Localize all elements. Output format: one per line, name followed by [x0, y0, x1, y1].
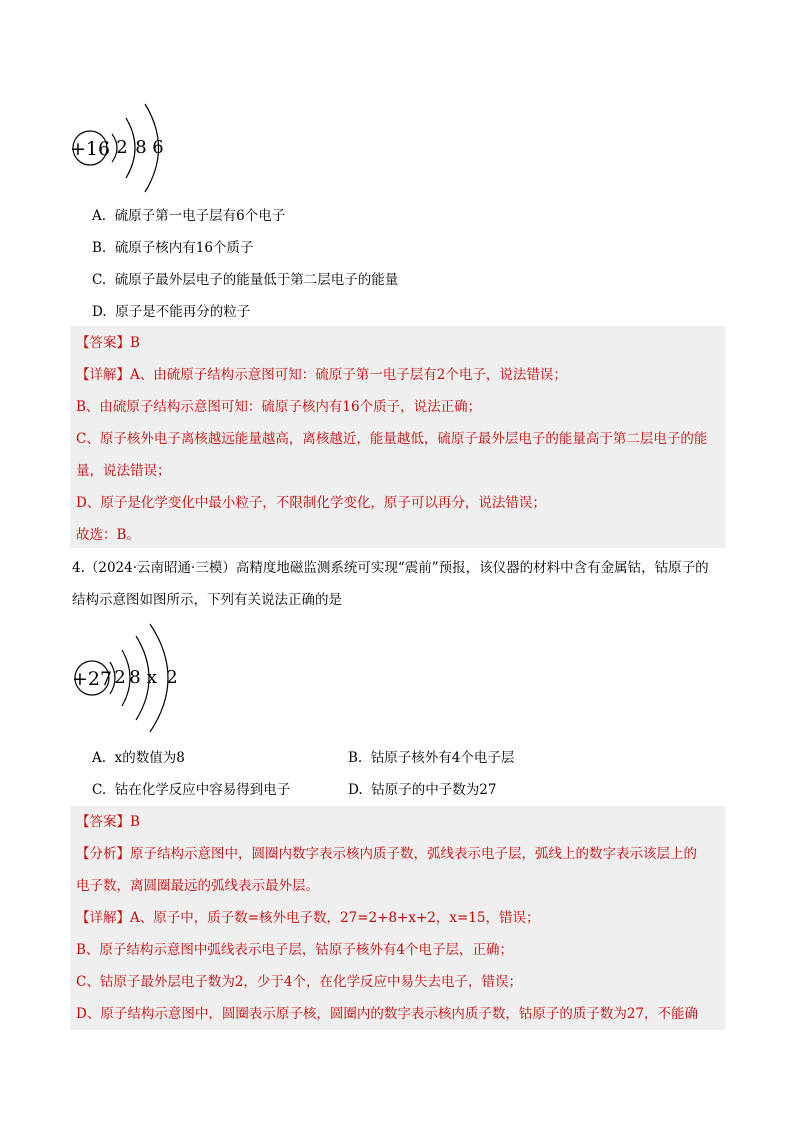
q3-detail-line-2: B、由硫原子结构示意图可知：硫原子核内有16个质子，说法正确；	[76, 399, 482, 415]
q4-option-c: C. 钴在化学反应中容易得到电子	[92, 782, 291, 798]
q4-stem-line-2: 结构示意图如图所示，下列有关说法正确的是	[72, 592, 342, 608]
cobalt-atom-diagram	[70, 620, 200, 736]
shell-electrons-2: 8	[129, 667, 141, 688]
q4-analysis-line-1: 【分析】原子结构示意图中，圆圈内数字表示核内质子数，弧线表示电子层，弧线上的数字表示该层上的	[76, 846, 697, 862]
q4-answer: 【答案】B	[76, 814, 140, 830]
q3-option-b: B. 硫原子核内有16个质子	[92, 240, 254, 256]
shell-electrons-3: x	[146, 667, 158, 688]
q4-detail-line-1: 【详解】A、原子中，质子数=核外电子数，27=2+8+x+2，x=15，错误；	[76, 910, 540, 926]
shell-electrons-1: 2	[116, 137, 128, 158]
q3-detail-line-3: C、原子核外电子离核越远能量越高，离核越近，能量越低，硫原子最外层电子的能量高于第二层电子的能	[76, 431, 708, 447]
q3-detail-line-4: 量，说法错误；	[76, 463, 171, 479]
q4-detail-line-3: C、钴原子最外层电子数为2，少于4个，在化学反应中易失去电子，错误；	[76, 974, 523, 990]
q3-answer: 【答案】B	[76, 335, 140, 351]
q3-option-d: D. 原子是不能再分的粒子	[92, 304, 251, 320]
q3-detail-line-5: D、原子是化学变化中最小粒子，不限制化学变化，原子可以再分，说法错误；	[76, 495, 546, 511]
shell-electrons-1: 2	[114, 667, 126, 688]
nucleus-charge: +16	[70, 138, 111, 160]
q4-detail-line-4: D、原子结构示意图中，圆圈表示原子核，圆圈内的数字表示核内质子数，钴原子的质子数为27，不能确	[76, 1006, 699, 1022]
nucleus-charge: +27	[71, 668, 113, 690]
shell-electrons-4: 2	[166, 667, 178, 688]
q4-option-b: B. 钴原子核外有4个电子层	[348, 750, 515, 766]
shell-electrons-2: 8	[135, 137, 147, 158]
q3-detail-line-1: 【详解】A、由硫原子结构示意图可知：硫原子第一电子层有2个电子，说法错误；	[76, 367, 567, 383]
q4-detail-line-2: B、原子结构示意图中弧线表示电子层，钴原子核外有4个电子层，正确；	[76, 942, 514, 958]
q3-option-a: A. 硫原子第一电子层有6个电子	[92, 208, 286, 224]
q4-option-d: D. 钴原子的中子数为27	[348, 782, 497, 798]
sulfur-atom-diagram	[70, 98, 180, 194]
q4-stem-line-1: 4.（2024·云南昭通·三模）高精度地磁监测系统可实现“震前”预报，该仪器的材料中含有金属钴，钴原子的	[72, 560, 709, 576]
q4-option-a: A. x的数值为8	[92, 750, 185, 766]
q3-detail-line-6: 故选：B。	[76, 527, 140, 543]
q3-option-c: C. 硫原子最外层电子的能量低于第二层电子的能量	[92, 272, 399, 288]
shell-electrons-3: 6	[152, 137, 164, 158]
q4-analysis-line-2: 电子数，离圆圈最远的弧线表示最外层。	[76, 878, 319, 894]
